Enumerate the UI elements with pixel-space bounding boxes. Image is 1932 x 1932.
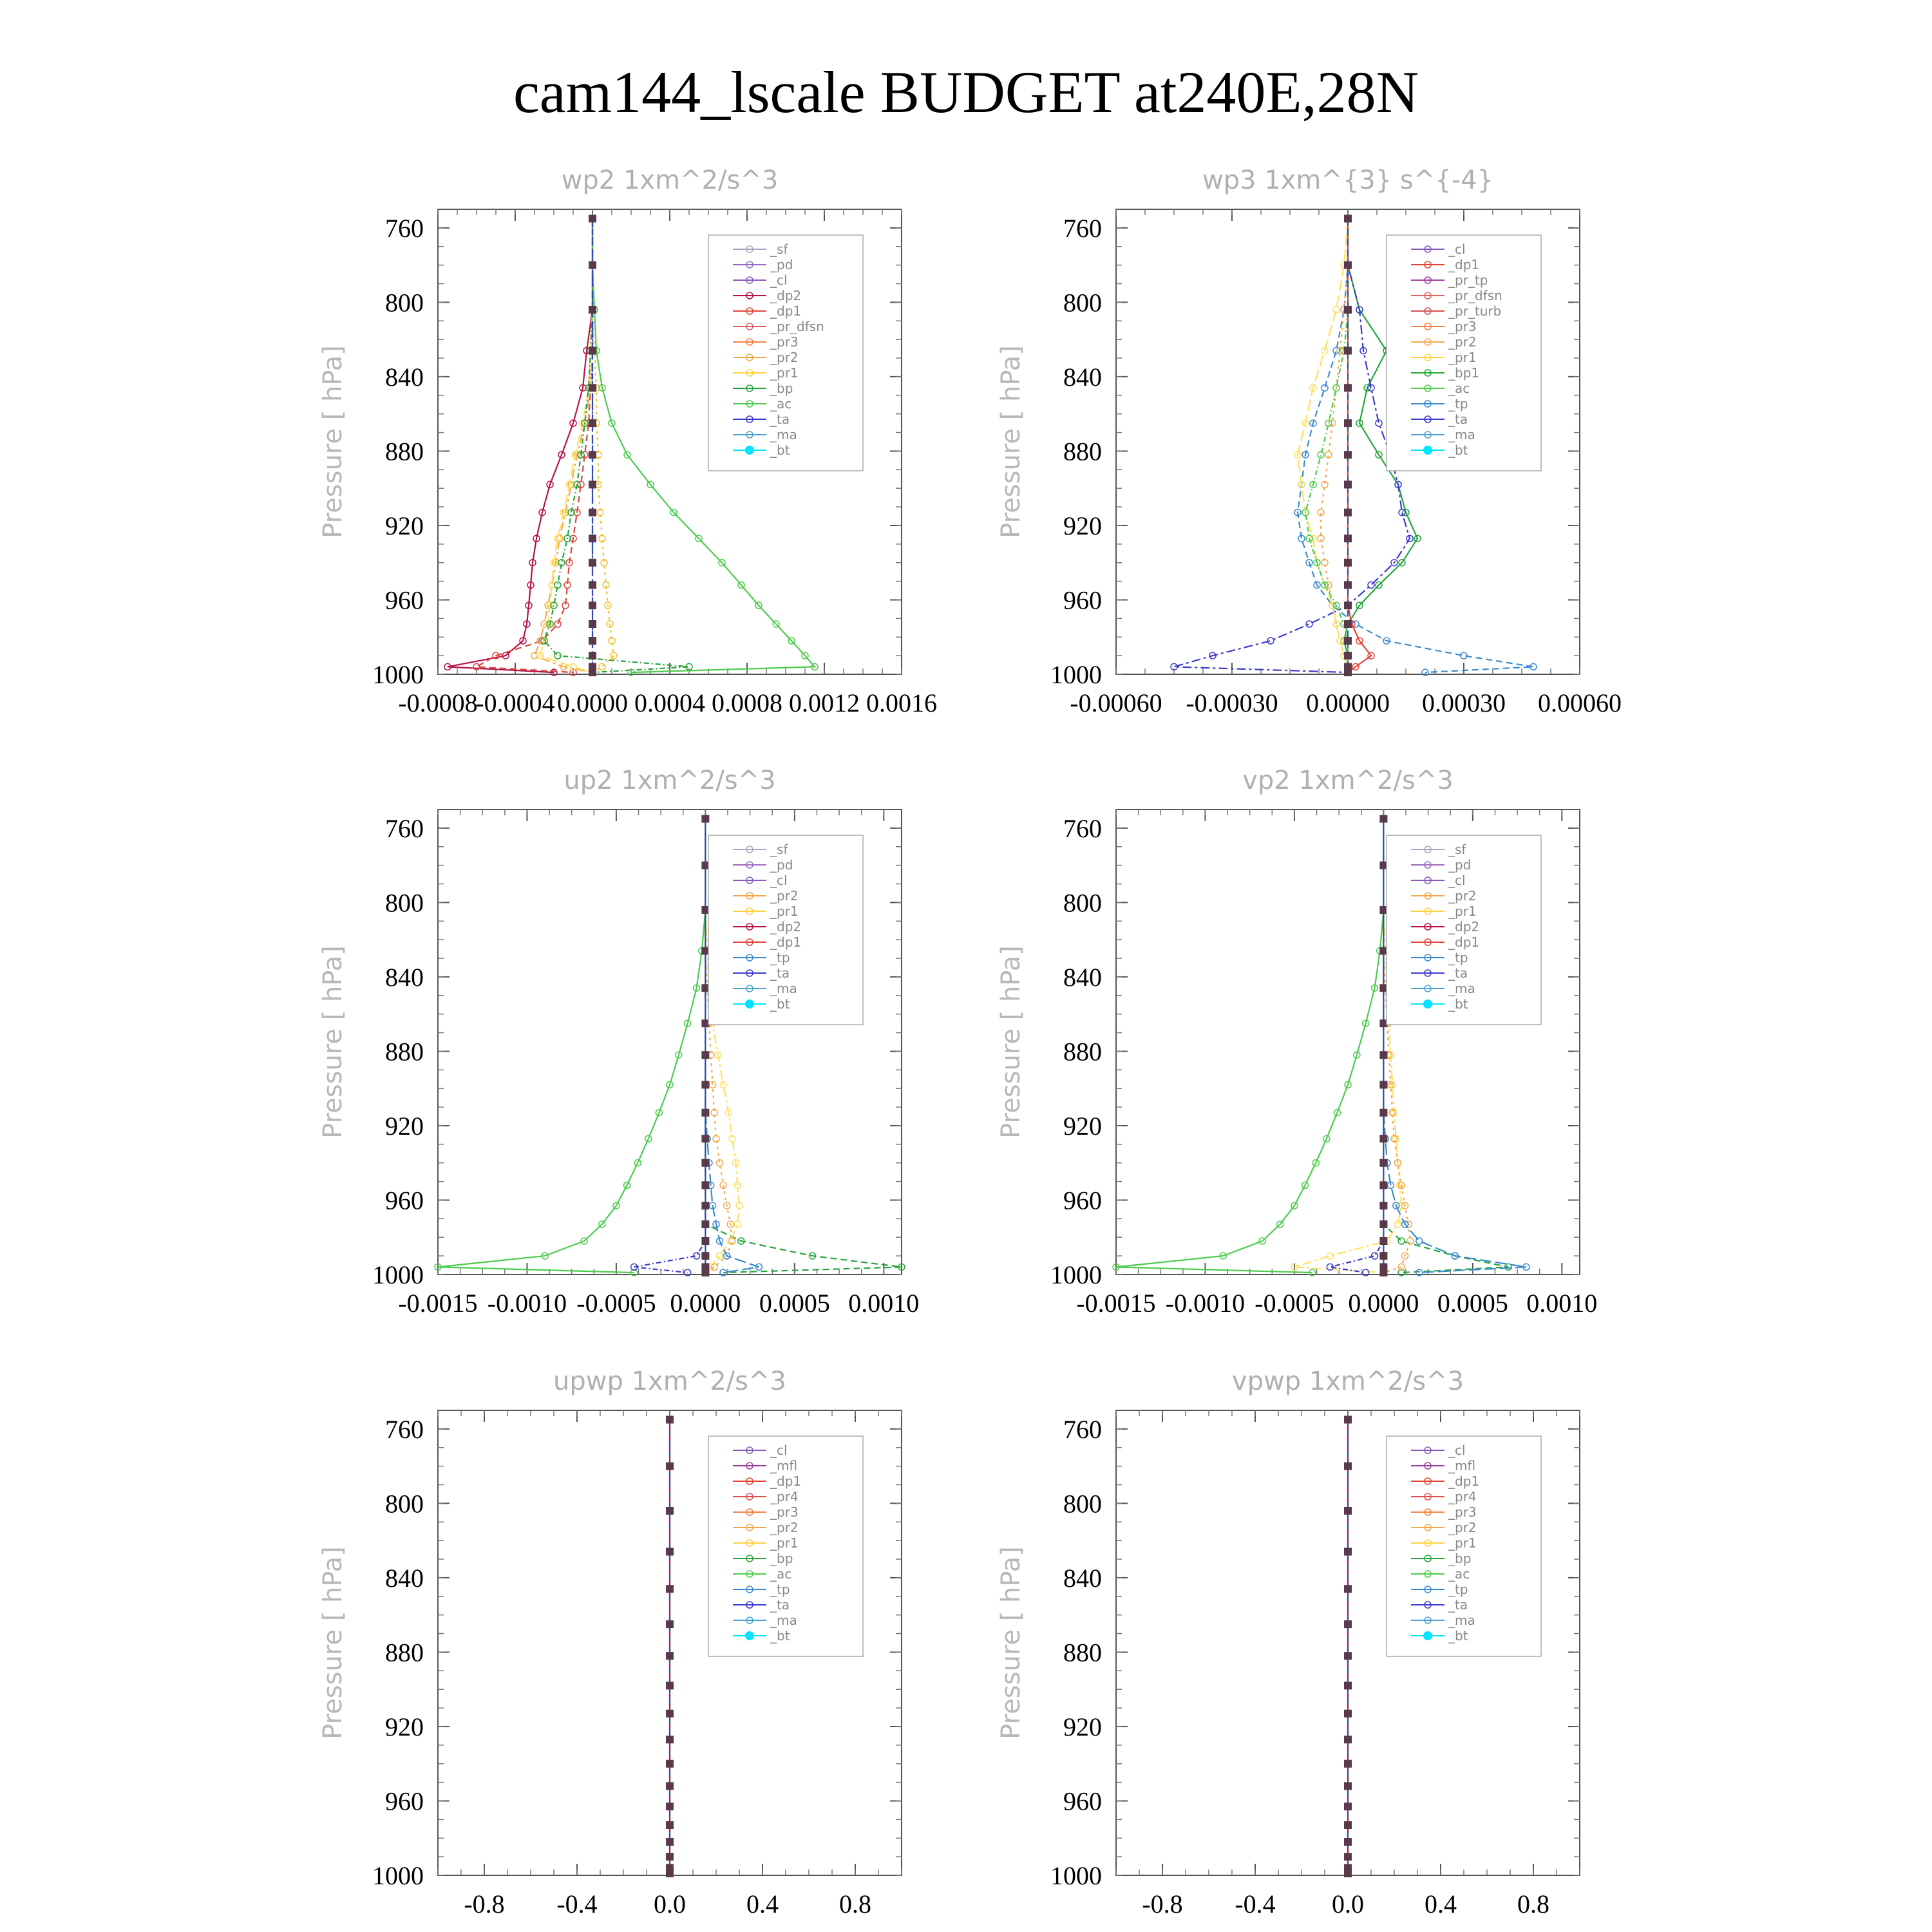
panel-title: wp3 1xm^{3} s^{-4} [1202, 166, 1494, 195]
zero-marker [1379, 1202, 1387, 1209]
x-tick-label: -0.0004 [475, 688, 555, 717]
legend-label: _pr3 [1448, 319, 1477, 334]
legend-label: _dp1 [770, 934, 802, 950]
y-tick-label: 1000 [1050, 660, 1102, 689]
legend-label: _pr3 [1448, 1504, 1477, 1520]
legend-label: _pr1 [1448, 1535, 1477, 1551]
panel-wp3 [996, 166, 1622, 717]
x-tick-label: -0.8 [464, 1889, 505, 1918]
legend-label: _cl [1448, 873, 1466, 888]
legend-label: _ac [770, 396, 792, 412]
series-line-ta [1330, 819, 1383, 1273]
series-line-dp1 [438, 819, 705, 1273]
zero-marker [1344, 1585, 1352, 1593]
zero-marker [1379, 815, 1387, 822]
series-line-dp1 [1116, 819, 1383, 1273]
legend-label: _mfl [770, 1458, 798, 1473]
legend-marker [1423, 1631, 1432, 1640]
series-line-pr3 [535, 218, 592, 672]
zero-marker [1344, 1803, 1352, 1810]
legend-label: _mfl [1448, 1458, 1476, 1473]
zero-marker [1379, 1051, 1387, 1059]
x-tick-label: -0.0008 [398, 688, 478, 717]
zero-marker [666, 1821, 674, 1829]
panel-vpwp [996, 1367, 1580, 1918]
y-tick-label: 760 [385, 213, 424, 243]
data-point [1416, 1238, 1423, 1244]
zero-marker [1379, 1159, 1387, 1167]
zero-marker [701, 1220, 709, 1228]
x-tick-label: 0.00060 [1538, 688, 1622, 717]
zero-marker [589, 346, 596, 354]
y-tick-label: 760 [385, 1414, 424, 1444]
y-tick-label: 800 [1063, 288, 1102, 317]
y-tick-label: 840 [1063, 962, 1102, 992]
y-tick-label: 880 [385, 1037, 424, 1066]
legend-label: _ma [1448, 1613, 1475, 1628]
zero-marker [589, 419, 596, 427]
zero-marker [701, 815, 709, 822]
zero-marker [1344, 346, 1352, 354]
zero-marker [1379, 1220, 1387, 1228]
zero-marker [666, 1870, 674, 1877]
legend-label: _dp1 [1448, 1473, 1480, 1489]
legend-label: _ta [1448, 1597, 1468, 1613]
legend-label: _ta [770, 1597, 790, 1613]
y-tick-label: 960 [385, 1186, 424, 1215]
legend-marker [1423, 446, 1432, 455]
legend-marker [745, 1631, 754, 1640]
zero-marker [701, 1237, 709, 1245]
zero-marker [1344, 1821, 1352, 1829]
x-tick-label: -0.0010 [1165, 1289, 1245, 1318]
y-tick-label: 800 [385, 288, 424, 317]
panel-title: wp2 1xm^2/s^3 [561, 166, 779, 195]
legend-label: _bt [770, 442, 790, 458]
y-tick-label: 760 [385, 813, 424, 843]
legend-marker [1423, 999, 1432, 1009]
y-axis-label: Pressure [ hPa] [318, 1546, 348, 1739]
legend-label: _dp1 [770, 1473, 802, 1489]
figure-title: cam144_lscale BUDGET at240E,28N [513, 59, 1419, 125]
series-line-dp2 [448, 218, 592, 672]
zero-marker [1344, 1507, 1352, 1515]
legend-label: _sf [1448, 842, 1466, 857]
zero-marker [701, 1159, 709, 1167]
panel-title: up2 1xm^2/s^3 [564, 766, 776, 795]
data-point [717, 1253, 723, 1259]
zero-marker [666, 1416, 674, 1423]
legend-label: _sf [770, 242, 788, 257]
y-tick-label: 920 [385, 1111, 424, 1141]
data-point [1368, 582, 1374, 588]
legend-label: _dp2 [770, 919, 802, 934]
zero-marker [1344, 559, 1352, 567]
series-line-pr1 [1298, 218, 1348, 672]
y-tick-label: 920 [1063, 1712, 1102, 1741]
x-tick-label: -0.0015 [398, 1289, 478, 1318]
x-tick-label: 0.4 [746, 1889, 779, 1918]
panel-title: vp2 1xm^2/s^3 [1242, 766, 1454, 795]
y-tick-label: 800 [385, 1489, 424, 1519]
zero-marker [589, 480, 596, 488]
legend-label: _bp [1448, 1551, 1472, 1566]
zero-marker [666, 1782, 674, 1790]
y-tick-label: 800 [385, 888, 424, 918]
data-point [1306, 621, 1312, 627]
y-tick-label: 960 [1063, 1786, 1102, 1816]
x-tick-label: 0.0000 [670, 1289, 741, 1318]
legend-label: _ma [1448, 981, 1475, 996]
y-tick-label: 760 [1063, 213, 1102, 243]
y-tick-label: 920 [385, 1712, 424, 1741]
data-point [1325, 420, 1332, 426]
y-tick-label: 800 [1063, 1489, 1102, 1519]
zero-marker [589, 384, 596, 392]
legend-label: _dp2 [1448, 919, 1480, 934]
legend-label: _sf [770, 842, 788, 857]
legend-label: _cl [770, 1443, 788, 1458]
zero-marker [1379, 1181, 1387, 1189]
y-tick-label: 960 [1063, 585, 1102, 615]
x-tick-label: -0.0015 [1076, 1289, 1156, 1318]
legend-label: _tp [1448, 396, 1468, 412]
series-line-dp1 [477, 218, 592, 672]
legend-label: _ma [1448, 427, 1475, 442]
legend-label: _ma [770, 1613, 797, 1628]
legend-label: _dp1 [1448, 934, 1480, 950]
zero-marker [701, 1202, 709, 1209]
legend-label: _pr2 [1448, 888, 1477, 904]
legend-label: _ac [1448, 381, 1470, 396]
series-line-pr1 [540, 218, 592, 672]
zero-marker [1344, 1681, 1352, 1689]
x-tick-label: 0.0000 [1348, 1289, 1419, 1318]
legend-label: _pr2 [770, 350, 799, 365]
y-axis-label: Pressure [ hPa] [996, 945, 1026, 1139]
x-tick-label: 0.0016 [866, 688, 937, 717]
x-tick-label: -0.0005 [576, 1289, 656, 1318]
zero-marker [1344, 637, 1352, 645]
legend-label: _pd [770, 257, 793, 272]
legend-label: _cl [1448, 242, 1466, 257]
legend-label: _pr3 [770, 334, 799, 350]
legend-label: _ta [770, 965, 790, 981]
zero-marker [1344, 1736, 1352, 1743]
legend-label: _ac [770, 1566, 792, 1582]
y-tick-label: 880 [385, 437, 424, 466]
legend-label: _pr2 [1448, 1520, 1477, 1535]
x-tick-label: -0.00060 [1070, 688, 1162, 717]
zero-marker [1344, 1710, 1352, 1718]
zero-marker [589, 581, 596, 589]
series-line-ta [1174, 218, 1410, 672]
zero-marker [1379, 1237, 1387, 1245]
legend-label: _pr2 [770, 888, 799, 904]
legend-label: _bt [1448, 1628, 1468, 1643]
y-tick-label: 960 [385, 585, 424, 615]
legend-label: _bp [770, 381, 793, 396]
zero-marker [1344, 1853, 1352, 1861]
x-tick-label: 0.0005 [1437, 1289, 1508, 1318]
x-tick-label: -0.0005 [1255, 1289, 1334, 1318]
x-tick-label: 0.0010 [1526, 1289, 1598, 1318]
zero-marker [666, 1463, 674, 1470]
zero-marker [1344, 601, 1352, 609]
data-point [554, 621, 561, 627]
zero-marker [666, 1736, 674, 1743]
data-point [1398, 1238, 1405, 1244]
zero-marker [1344, 652, 1352, 659]
legend-label: _pr_turb [1448, 303, 1502, 319]
y-tick-label: 840 [1063, 1563, 1102, 1593]
zero-marker [701, 1051, 709, 1059]
zero-marker [589, 637, 596, 645]
x-tick-label: 0.00000 [1306, 688, 1390, 717]
legend-label: _ta [770, 412, 790, 427]
x-tick-label: 0.0010 [848, 1289, 920, 1318]
y-tick-label: 880 [1063, 1037, 1102, 1066]
series-line-ac [1305, 218, 1348, 672]
legend-label: _pr4 [770, 1489, 799, 1504]
zero-marker [1344, 620, 1352, 628]
legend-label: _cl [1448, 1443, 1466, 1458]
y-tick-label: 760 [1063, 1414, 1102, 1444]
y-axis-label: Pressure [ hPa] [318, 945, 348, 1139]
zero-marker [666, 1760, 674, 1768]
legend-marker [745, 446, 754, 455]
zero-marker [666, 1507, 674, 1515]
zero-marker [666, 1710, 674, 1718]
legend-label: _bt [770, 996, 790, 1012]
zero-marker [589, 620, 596, 628]
y-tick-label: 920 [385, 511, 424, 540]
zero-marker [666, 1681, 674, 1689]
zero-marker [1344, 1652, 1352, 1660]
legend-label: _pr1 [770, 904, 799, 919]
legend-label: _bp1 [1448, 365, 1480, 381]
legend-label: _pd [1448, 857, 1472, 873]
legend-label: _pr2 [770, 1520, 799, 1535]
y-tick-label: 1000 [372, 1861, 424, 1890]
legend-label: _bt [1448, 996, 1468, 1012]
y-axis-label: Pressure [ hPa] [996, 345, 1026, 538]
y-tick-label: 800 [1063, 888, 1102, 918]
legend-label: _ta [1448, 412, 1468, 427]
zero-marker [589, 509, 596, 516]
y-tick-label: 840 [385, 362, 424, 392]
x-tick-label: 0.0000 [557, 688, 628, 717]
zero-marker [1344, 1870, 1352, 1877]
x-tick-label: 0.0012 [789, 688, 860, 717]
x-tick-label: -0.4 [1235, 1889, 1276, 1918]
zero-marker [589, 214, 596, 222]
zero-marker [701, 1252, 709, 1260]
zero-marker [1344, 214, 1352, 222]
zero-marker [701, 1109, 709, 1117]
zero-marker [1379, 1109, 1387, 1117]
legend-label: _tp [770, 1582, 790, 1597]
y-tick-label: 960 [1063, 1186, 1102, 1215]
legend-label: _pd [770, 857, 793, 873]
legend-label: _ta [1448, 965, 1468, 981]
zero-marker [666, 1652, 674, 1660]
panel-upwp [318, 1367, 902, 1918]
zero-marker [666, 1803, 674, 1810]
legend-label: _pr1 [1448, 904, 1477, 919]
legend-label: _tp [1448, 950, 1468, 965]
zero-marker [589, 451, 596, 459]
zero-marker [1344, 509, 1352, 516]
x-tick-label: 0.0 [1332, 1889, 1364, 1918]
legend-label: _bt [1448, 442, 1468, 458]
y-tick-label: 1000 [1050, 1861, 1102, 1890]
legend-marker [745, 999, 754, 1009]
zero-marker [1344, 261, 1352, 269]
zero-marker [1379, 1269, 1387, 1276]
zero-marker [1344, 668, 1352, 676]
legend-label: _dp1 [1448, 257, 1480, 272]
panel-vp2 [996, 766, 1597, 1318]
legend-label: _pr1 [1448, 350, 1477, 365]
zero-marker [589, 601, 596, 609]
x-tick-label: -0.00030 [1186, 688, 1278, 717]
legend-label: _bt [770, 1628, 790, 1643]
panel-wp2 [318, 166, 937, 717]
y-tick-label: 960 [385, 1786, 424, 1816]
legend-label: _dp1 [770, 303, 802, 319]
y-tick-label: 880 [385, 1638, 424, 1667]
zero-marker [1379, 1252, 1387, 1260]
y-tick-label: 840 [385, 1563, 424, 1593]
zero-marker [589, 559, 596, 567]
zero-marker [1344, 1760, 1352, 1768]
x-tick-label: -0.0010 [487, 1289, 567, 1318]
zero-marker [666, 1620, 674, 1628]
zero-marker [1344, 1463, 1352, 1470]
y-tick-label: 880 [1063, 437, 1102, 466]
y-tick-label: 1000 [1050, 1260, 1102, 1289]
legend-label: _ma [770, 427, 797, 442]
zero-marker [701, 1081, 709, 1088]
x-tick-label: -0.4 [556, 1889, 598, 1918]
zero-marker [1344, 451, 1352, 459]
zero-marker [666, 1548, 674, 1555]
legend-label: _cl [770, 272, 788, 288]
zero-marker [589, 652, 596, 659]
y-axis-label: Pressure [ hPa] [996, 1546, 1026, 1739]
zero-marker [589, 306, 596, 314]
y-tick-label: 1000 [372, 1260, 424, 1289]
zero-marker [701, 1181, 709, 1189]
x-tick-label: 0.0 [654, 1889, 686, 1918]
panel-title: vpwp 1xm^2/s^3 [1231, 1367, 1464, 1396]
zero-marker [1344, 1838, 1352, 1846]
x-tick-label: 0.0004 [634, 688, 705, 717]
zero-marker [1344, 1620, 1352, 1628]
y-tick-label: 880 [1063, 1638, 1102, 1667]
zero-marker [589, 668, 596, 676]
zero-marker [1344, 480, 1352, 488]
legend-label: _cl [770, 873, 788, 888]
y-tick-label: 760 [1063, 813, 1102, 843]
y-tick-label: 840 [385, 962, 424, 992]
legend-label: _pr2 [1448, 334, 1477, 350]
zero-marker [1344, 1416, 1352, 1423]
zero-marker [666, 1853, 674, 1861]
y-tick-label: 920 [1063, 511, 1102, 540]
x-tick-label: 0.8 [839, 1889, 871, 1918]
legend-label: _pr_dfsn [1448, 288, 1502, 303]
legend-label: _tp [770, 950, 790, 965]
panel-up2 [318, 766, 919, 1318]
zero-marker [1344, 306, 1352, 314]
data-point [599, 663, 605, 670]
series-line-ta [634, 819, 706, 1273]
zero-marker [589, 535, 596, 542]
legend-label: _ma [770, 981, 797, 996]
legend-label: _tp [1448, 1582, 1468, 1597]
zero-marker [1344, 419, 1352, 427]
legend-label: _ac [1448, 1566, 1470, 1582]
legend-label: _pr3 [770, 1504, 799, 1520]
zero-marker [1344, 1782, 1352, 1790]
legend-label: _pr_dfsn [770, 319, 824, 334]
legend-label: _dp2 [770, 288, 802, 303]
y-tick-label: 1000 [372, 660, 424, 689]
zero-marker [1344, 581, 1352, 589]
legend-label: _pr1 [770, 1535, 799, 1551]
legend-label: _pr4 [1448, 1489, 1477, 1504]
zero-marker [1344, 1548, 1352, 1555]
x-tick-label: 0.0008 [712, 688, 782, 717]
zero-marker [1344, 384, 1352, 392]
zero-marker [701, 1269, 709, 1276]
x-tick-label: 0.00030 [1422, 688, 1506, 717]
y-tick-label: 920 [1063, 1111, 1102, 1141]
x-tick-label: -0.8 [1142, 1889, 1183, 1918]
y-tick-label: 840 [1063, 362, 1102, 392]
zero-marker [1344, 535, 1352, 542]
zero-marker [1379, 1081, 1387, 1088]
series-line-pr2 [1321, 218, 1348, 672]
legend-label: _bp [770, 1551, 793, 1566]
x-tick-label: 0.8 [1517, 1889, 1549, 1918]
x-tick-label: 0.0005 [759, 1289, 830, 1318]
y-axis-label: Pressure [ hPa] [318, 345, 348, 538]
legend-label: _pr_tp [1448, 272, 1488, 288]
x-tick-label: 0.4 [1425, 1889, 1457, 1918]
zero-marker [666, 1838, 674, 1846]
zero-marker [1379, 1135, 1387, 1142]
panel-title: upwp 1xm^2/s^3 [553, 1367, 786, 1396]
zero-marker [666, 1585, 674, 1593]
zero-marker [589, 261, 596, 269]
zero-marker [701, 1135, 709, 1142]
legend-label: _pr1 [770, 365, 799, 381]
